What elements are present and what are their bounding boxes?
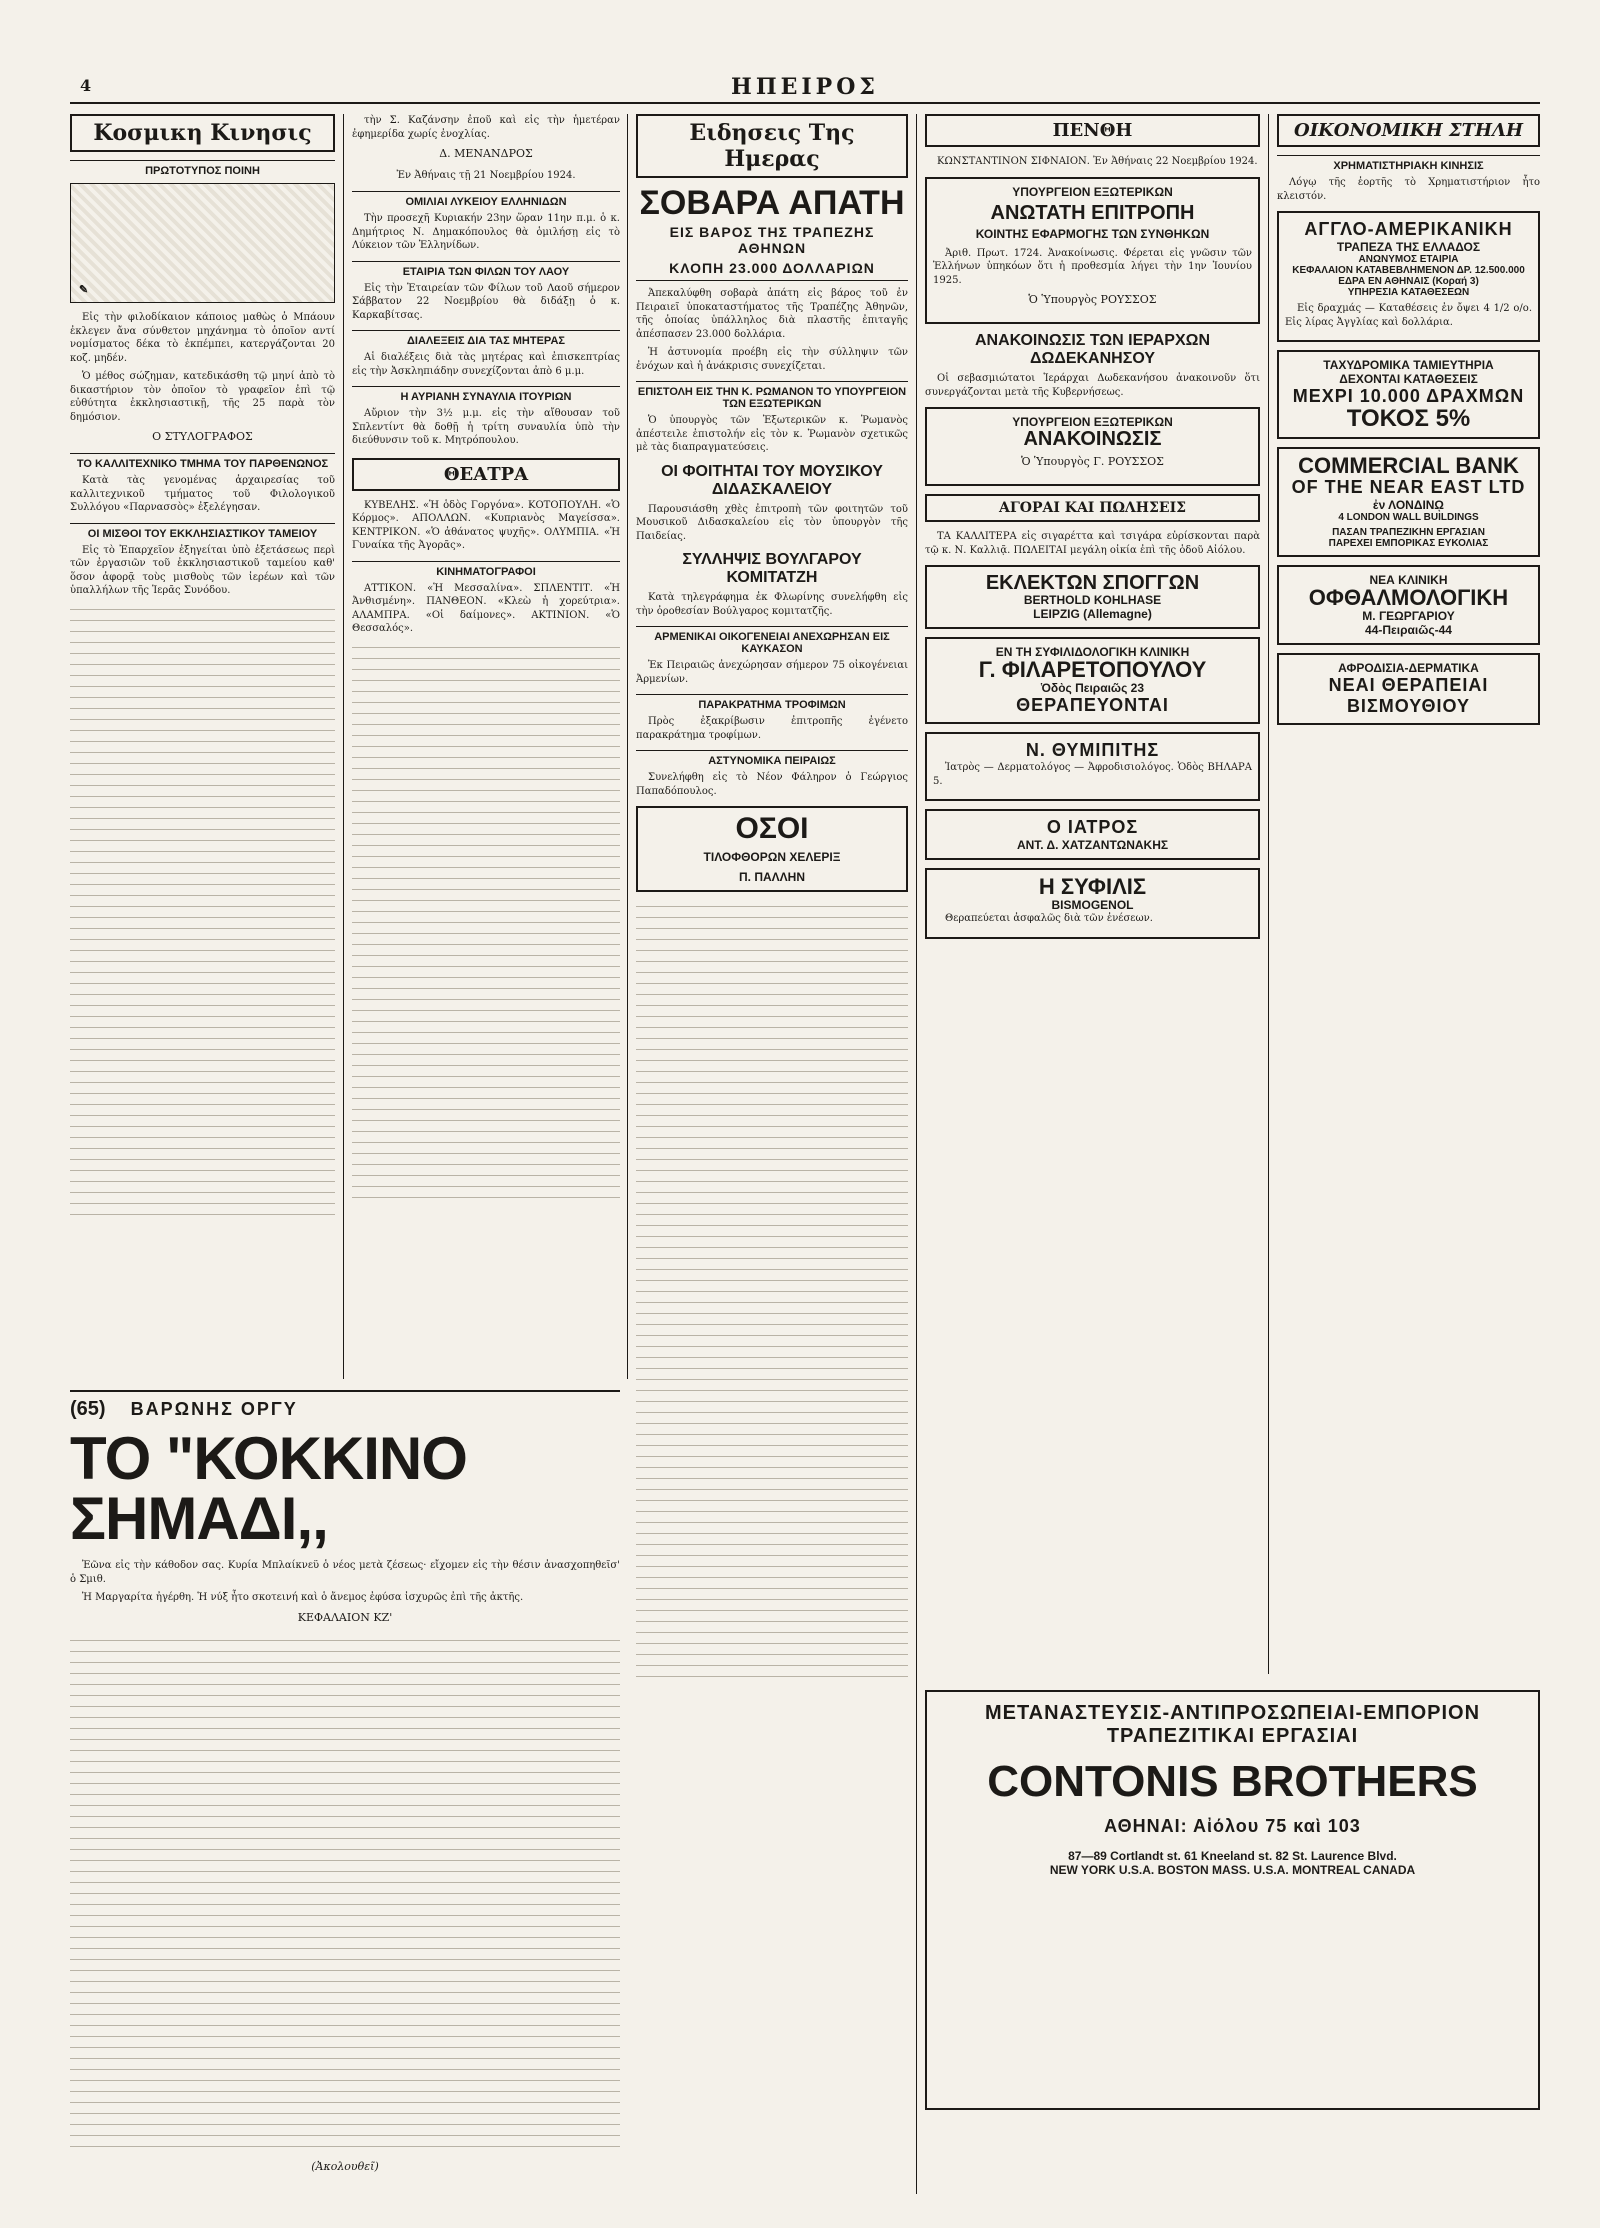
article-theatres: ΚΥΒΕΛΗΣ. «Ἡ ὁδὸς Γοργόνα». ΚΟΤΟΠΟΥΛΗ. «Ὁ Κόρμος». ΑΠΟΛΛΩΝ. «Κυπριανὸς Μαγείσσα». ΚΕΝΤΡΙΚΟΝ. «Ὁ ἀθάνατος ψυχῆς». ΟΛΥΜΠΙΑ. «Ἡ Γυναίκα τῆς Ἀγορᾶς». <box>352 499 620 551</box>
signature-stylographer: Ο ΣΤΥΛΟΓΡΑΦΟΣ <box>152 430 253 443</box>
article-armenians: Ἐκ Πειραιῶς ἀνεχώρησαν σήμερον 75 οἰκογένειαι Ἀρμενίων. <box>636 660 908 685</box>
notice-2-headline: ΑΝΑΚΟΙΝΩΣΙΣ <box>1023 428 1162 450</box>
ad-bismo-body: Θεραπεύεται ἀσφαλῶς διὰ τῶν ἐνέσεων. <box>945 913 1153 924</box>
notice-committee: ΑΝΩΤΑΤΗ ΕΠΙΤΡΟΠΗ <box>990 201 1195 224</box>
headline-cinemas: ΚΙΝΗΜΑΤΟΓΡΑΦΟΙ <box>352 561 620 578</box>
bank1-name-2: ΤΡΑΠΕΖΑ ΤΗΣ ΕΛΛΑΔΟΣ <box>1336 240 1481 254</box>
headline-stock-exchange: ΧΡΗΜΑΤΙΣΤΗΡΙΑΚΗ ΚΙΝΗΣΙΣ <box>1277 155 1540 172</box>
page-number: 4 <box>80 76 92 95</box>
ad-bismo-title: Η ΣΥΦΙΛΙΣ <box>1038 874 1147 899</box>
article-lyceum: Τὴν προσεχῆ Κυριακήν 23ην ὥραν 11ην π.μ. ὁ κ. Δημήτριος Ν. Δημακόπουλος θὰ ὁμιλήσῃ εἰς τὸ Λύκειον τῶν Ἑλληνίδων. <box>352 213 620 251</box>
serial-title: ΤΟ "ΚΟΚΚΙΝΟ ΣΗΜΑΔΙ,, <box>70 1425 467 1552</box>
ad-clinic-address: Ὁδὸς Πειραιῶς 23 <box>1041 681 1144 695</box>
bank2-limit: ΜΕΧΡΙ 10.000 ΔΡΑΧΜΩΝ <box>1292 386 1525 406</box>
ad-doctor-name: ΑΝΤ. Δ. ΧΑΤΖΑΝΤΩΝΑΚΗΣ <box>1016 838 1169 852</box>
article-stock-exchange: Λόγῳ τῆς ἑορτῆς τὸ Χρηματιστήριον ἦτο κλειστόν. <box>1277 177 1540 202</box>
column-announcements <box>352 114 620 1379</box>
ad-osoi-title: ΟΣΟΙ <box>735 812 809 845</box>
column-news <box>636 114 908 2194</box>
bank1-seat: ΕΔΡΑ ΕΝ ΑΘΗΝΑΙΣ (Κοραή 3) <box>1338 276 1479 287</box>
notice-signature: Ὁ Ὑπουργὸς ΡΟΥΣΣΟΣ <box>1028 293 1157 306</box>
ad-sponges-city: LEIPZIG (Allemagne) <box>1033 607 1152 621</box>
column-rule <box>1268 114 1269 1674</box>
section-header-finance: ΟΙΚΟΝΟΜΙΚΗ ΣΤΗΛΗ <box>1277 114 1540 147</box>
article-continuation <box>636 900 908 1680</box>
contonis-addresses: 87—89 Cortlandt st. 61 Kneeland st. 82 St. Laurence Blvd. <box>1068 1849 1397 1863</box>
headline-concert: Η ΑΥΡΙΑΝΗ ΣΥΝΑΥΛΙΑ ΙΤΟΥΡΙΩΝ <box>352 386 620 403</box>
article-fraud-2: Ἡ ἀστυνομία προέβη εἰς τὴν σύλληψιν τῶν ἐνόχων καὶ ἡ ἀνάκρισις συνεχίζεται. <box>636 347 908 372</box>
serial-novel <box>70 1390 620 2190</box>
illustration-writer: ✎ <box>70 183 335 303</box>
serial-continuation <box>70 1634 620 2154</box>
headline-armenians: ΑΡΜΕΝΙΚΑΙ ΟΙΚΟΓΕΝΕΙΑΙ ΑΝΕΧΩΡΗΣΑΝ ΕΙΣ ΚΑΥΚΑΣΟΝ <box>636 626 908 655</box>
paper-name: ΗΠΕΙΡΟΣ <box>731 74 879 100</box>
article-church-fund: Εἰς τὸ Ἐπαρχεῖον ἐξηγείται ὑπὸ ἐξετάσεως περὶ τῶν ἐργασιῶν τοῦ ἐκκλησιαστικοῦ ταμείου καθ' ὅσον ἀφορᾷ τοὺς μισθοὺς τῶν ἱερέων καὶ τῶν ὑπαλλήλων τῆς Ἱερᾶς Συνόδου. <box>70 544 335 596</box>
ad-clinic-syphilis <box>925 637 1260 724</box>
ad-doctor <box>925 809 1260 860</box>
ad-sponges <box>925 565 1260 629</box>
article-students: Παρουσιάσθη χθὲς ἐπιτροπὴ τῶν φοιτητῶν τοῦ Μουσικοῦ Διδασκαλείου εἰς τὸν ὑπουργὸν τῆς Παιδείας. <box>636 503 908 542</box>
article-arrest: Κατὰ τηλεγράφημα ἐκ Φλωρίνης συνελήφθη εἰς τὴν ὀροθεσίαν Βούλγαρος κομιτατζῆς. <box>636 592 908 617</box>
bank1-service: ΥΠΗΡΕΣΙΑ ΚΑΤΑΘΕΣΕΩΝ <box>1347 287 1470 298</box>
bank1-rates: Εἰς δραχμάς — Καταθέσεις ἐν ὄψει 4 1/2 ο/ο. Εἰς λίρας Ἀγγλίας καὶ δολλάρια. <box>1285 303 1532 328</box>
headline-letter-ministry: ΕΠΙΣΤΟΛΗ ΕΙΣ ΤΗΝ Κ. ΡΩΜΑΝΟΝ ΤΟ ΥΠΟΥΡΓΕΙΟΝ ΤΩΝ ΕΞΩΤΕΡΙΚΩΝ <box>636 381 908 410</box>
bank2-interest: ΤΟΚΟΣ 5% <box>1346 405 1471 432</box>
cure-subtitle: ΝΕΑΙ ΘΕΡΑΠΕΙΑΙ <box>1328 675 1489 695</box>
headline-art-section: ΤΟ ΚΑΛΛΙΤΕΧΝΙΚΟ ΤΜΗΜΑ ΤΟΥ ΠΑΡΘΕΝΩΝΟΣ <box>70 453 335 470</box>
serial-author: ΒΑΡΩΝΗΣ ΟΡΓΥ <box>130 1399 298 1419</box>
bank3-address: 4 LONDON WALL BUILDINGS <box>1338 512 1479 523</box>
headline-food-seizure: ΠΑΡΑΚΡΑΤΗΜΑ ΤΡΟΦΙΜΩΝ <box>636 694 908 711</box>
section-header-news: Ειδησεις Της Ημερας <box>636 114 908 178</box>
article-continuation <box>352 641 620 1201</box>
column-finance <box>1277 114 1540 1674</box>
clinic-address: 44-Πειραιῶς-44 <box>1365 623 1452 637</box>
article-penalty: Εἰς τὴν φιλοδίκαιον κάποιος μαθὼς ὁ Μπάουν ἐκλεγεν ἄνα σύνθετον μηχάνημα τὸ ὁποῖον αντί νομίσματος δέκα τὸ ἐκπέμπει, κατεργάζονται 20 κοζ. μηδέν. Ὁ μέθος σώζημαν, κατεδικάσθη τῷ μηνί ἀπὸ τὸ δικαστήριον τὸν ὁποῖον τὸ γραφεῖον ἐπὶ τῷ εὐθύτητα ἐκκλησιαστικῇ, τῆς 25 παρὰ τὸν δημόσιον. <box>70 312 335 423</box>
article-friends-people: Εἰς τὴν Ἑταιρείαν τῶν Φίλων τοῦ Λαοῦ σήμερον Σάββατον 22 Νοεμβρίου θὰ διδάξῃ ὁ κ. Καρκαβίτσας. <box>352 282 620 321</box>
contonis-name: CONTONIS BROTHERS <box>987 1757 1478 1806</box>
headline-mourning: ΠΕΝΘΗ <box>925 114 1260 147</box>
column-social <box>70 114 335 1379</box>
notice-2-signature: Ὁ Ὑπουργὸς Γ. ΡΟΥΣΣΟΣ <box>1021 455 1164 468</box>
contonis-cities: NEW YORK U.S.A. BOSTON MASS. U.S.A. MONTREAL CANADA <box>1049 1863 1416 1877</box>
article-mothers: Αἱ διαλέξεις διὰ τὰς μητέρας καὶ ἐπισκεπτρίας εἰς τὴν Ἀσκληπιάδην συνεχίζονται ἀπὸ 6 μ.μ. <box>352 352 620 377</box>
article-food-seizure: Πρὸς ἐξακρίβωσιν ἐπιτροπῆς ἐγένετο παρακράτημα τροφίμων. <box>636 716 908 741</box>
headline-church-fund: ΟΙ ΜΙΣΘΟΙ ΤΟΥ ΕΚΚΛΗΣΙΑΣΤΙΚΟΥ ΤΑΜΕΙΟΥ <box>70 523 335 540</box>
article-police-piraeus: Συνελήφθη εἰς τὸ Νέον Φάληρον ὁ Γεώργιος Παπαδόπουλος. <box>636 772 908 797</box>
headline-police-piraeus: ΑΣΤΥΝΟΜΙΚΑ ΠΕΙΡΑΙΩΣ <box>636 750 908 767</box>
notice-ministry-2 <box>925 407 1260 486</box>
headline-mothers: ΔΙΑΛΕΞΕΙΣ ΔΙΑ ΤΑΣ ΜΗΤΕΡΑΣ <box>352 330 620 347</box>
bank3-near-east: OF THE NEAR EAST LTD <box>1291 477 1526 497</box>
bank1-name: ΑΓΓΛΟ-ΑΜΕΡΙΚΑΝΙΚΗ <box>1304 219 1513 239</box>
bank2-name: ΤΑΧΥΔΡΟΜΙΚΑ ΤΑΜΙΕΥΤΗΡΙΑ <box>1323 358 1494 372</box>
headline-buy-sell: ΑΓΟΡΑΙ ΚΑΙ ΠΩΛΗΣΕΙΣ <box>925 494 1260 522</box>
bank3-services: ΠΑΣΑΝ ΤΡΑΠΕΖΙΚΗΝ ΕΡΓΑΣΙΑΝ <box>1332 527 1485 538</box>
bank3-name: COMMERCIAL BANK <box>1298 453 1519 478</box>
headline-arrest: ΣΥΛΛΗΨΙΣ ΒΟΥΛΓΑΡΟΥ ΚΟΜΙΤΑΤΖΗ <box>682 551 862 586</box>
bank3-facilities: ΠΑΡΕΧΕΙ ΕΜΠΟΡΙΚΑΣ ΕΥΚΟΛΙΑΣ <box>1328 538 1489 549</box>
ad-contonis-brothers <box>925 1690 1540 2110</box>
ad-clinic-treat: ΘΕΡΑΠΕΥΟΝΤΑΙ <box>1016 695 1169 715</box>
newspaper-page <box>70 70 1540 2200</box>
bank2-deposits: ΔΕΧΟΝΤΑΙ ΚΑΤΑΘΕΣΕΙΣ <box>1339 372 1478 386</box>
article-hierarchs: Οἱ σεβασμιώτατοι Ἱεράρχαι Δωδεκανήσου ἀνακοινοῦν ὅτι συνεργάζονται μετὰ τῆς Κυβερνήσεως. <box>925 373 1260 398</box>
ad-venereal-treatments <box>1277 653 1540 725</box>
article-continuation <box>70 603 335 1223</box>
ad-derm-body: Ἰατρὸς — Δερματολόγος — Ἀφροδισιολόγος. Ὁδὸς ΒΗΛΑΡΑ 5. <box>933 762 1252 787</box>
ad-clinic-doctor: Γ. ΦΙΛΑΡΕΤΟΠΟΥΛΟΥ <box>978 657 1207 682</box>
ad-anglo-american-bank <box>1277 211 1540 342</box>
headline-theatres: ΘΕΑΤΡΑ <box>352 458 620 491</box>
contonis-banking: ΤΡΑΠΕΖΙΤΙΚΑΙ ΕΡΓΑΣΙΑΙ <box>1106 1725 1359 1747</box>
headline-hierarchs: ΑΝΑΚΟΙΝΩΣΙΣ ΤΩΝ ΙΕΡΑΡΧΩΝ ΔΩΔΕΚΑΝΗΣΟΥ <box>974 332 1211 367</box>
notice-treaties: ΚΟΙΝΤΗΣ ΕΦΑΡΜΟΓΗΣ ΤΩΝ ΣΥΝΘΗΚΩΝ <box>975 226 1210 241</box>
article-buy-sell: ΤΑ ΚΑΛΛΙΤΕΡΑ εἰς σιγαρέττα καὶ τσιγάρα εὑρίσκονται παρὰ τῷ κ. Ν. Καλλιᾷ. ΠΩΛΕΙΤΑΙ μεγάλη οἰκία ἐπὶ τῆς ὁδοῦ Αἰόλου. <box>925 531 1260 556</box>
ad-sponges-title: ΕΚΛΕΚΤΩΝ ΣΠΟΓΓΩΝ <box>985 572 1200 594</box>
ad-clinic-title: ΕΝ ΤΗ ΣΥΦΙΛΙΔΟΛΟΓΙΚΗ ΚΛΙΝΙΚΗ <box>995 645 1190 659</box>
ad-osoi-seller: Π. ΠΑΛΛΗΝ <box>738 870 805 884</box>
serial-number: (65) <box>70 1398 106 1420</box>
serial-text-1: Ἐῶνα εἰς τὴν κάθοδον σας. Κυρία Μπλαίκνεϋ ὁ νέος μετὰ ζέσεως· εἴχομεν εἰς τὴν θέσιν ἀνασχοπηθεῖσ' ὁ Σμιθ. <box>70 1560 620 1585</box>
article-cinemas: ΑΤΤΙΚΟΝ. «Ἡ Μεσσαλίνα». ΣΠΛΕΝΤΙΤ. «Ἡ Ἀνθισμένη». ΠΑΝΘΕΟΝ. «Κλεὼ ἡ χορεύτρια». ΑΛΑΜΠΡΑ. «Οἱ δαίμονες». ΑΚΤΙΝΙΟΝ. «Ὁ Θεσσαλός». <box>352 582 620 634</box>
signature-menandros: Δ. ΜΕΝΑΝΔΡΟΣ <box>439 147 533 160</box>
cure-title: ΑΦΡΟΔΙΣΙΑ-ΔΕΡΜΑΤΙΚΑ <box>1338 661 1479 675</box>
ad-postal-savings <box>1277 350 1540 439</box>
ad-doctor-title: Ο ΙΑΤΡΟΣ <box>1046 817 1139 837</box>
notice-foreign-ministry <box>925 177 1260 325</box>
article-letter-ministry: Ὁ ὑπουργὸς τῶν Ἐξωτερικῶν κ. Ῥωμανὸς ἀπέστειλε ἐπιστολήν εἰς τὸν κ. Ῥωμανὸν σχετικῶς μὲ τὰς διαπραγματεύσεις. <box>636 415 908 453</box>
column-notices <box>925 114 1260 1674</box>
notice-body: Ἀριθ. Πρωτ. 1724. Ἀνακοίνωσις. Φέρεται εἰς γνῶσιν τῶν Ἑλλήνων ὑπηκόων ὅτι ἡ προθεσμία λήγει τὴν 1ην Ἰουνίου 1925. <box>933 247 1252 286</box>
article-fraud: Ἀπεκαλύφθη σοβαρὰ ἀπάτη εἰς βάρος τοῦ ἐν Πειραιεῖ ὑποκαταστήματος τῆς Τραπέζης Ἀθηνῶν, τῆς ὁποίας ὑπάλληλος διὰ πλαστῆς ἐπιταγῆς ἀπέσπασεν 23.000 δολλάρια. <box>636 288 908 340</box>
notice-ministry-title: ΥΠΟΥΡΓΕΙΟΝ ΕΞΩΤΕΡΙΚΩΝ <box>1012 184 1173 199</box>
notice-2-title: ΥΠΟΥΡΓΕΙΟΝ ΕΞΩΤΕΡΙΚΩΝ <box>1012 415 1173 429</box>
masthead <box>70 70 1540 104</box>
lead-subheadline: ΕΙΣ ΒΑΡΟΣ ΤΗΣ ΤΡΑΠΕΖΗΣ ΑΘΗΝΩΝ <box>669 224 875 256</box>
column-rule <box>343 114 344 1379</box>
headline-lyceum: ΟΜΙΛΙΑΙ ΛΥΚΕΙΟΥ ΕΛΛΗΝΙΔΩΝ <box>352 191 620 208</box>
ad-bismo-product: BISMOGENOL <box>1051 898 1134 912</box>
section-header-social: Κοσμικη Κινησις <box>70 114 335 152</box>
column-rule <box>627 114 628 1379</box>
article-concert: Αὔριον τὴν 3½ μ.μ. εἰς τὴν αἴθουσαν τοῦ Σπλεντίντ θὰ δοθῇ ἡ τρίτη συναυλία ὑπὸ τὴν διεύθυνσιν τοῦ κ. Μητρόπουλου. <box>352 408 620 446</box>
ad-commercial-bank <box>1277 447 1540 557</box>
lead-theft-amount: ΚΛΟΠΗ 23.000 ΔΟΛΛΑΡΙΩΝ <box>636 260 908 281</box>
bank3-london: ἐν ΛΟΝΔΙΝῼ <box>1372 498 1445 512</box>
ad-bismogenol <box>925 868 1260 939</box>
clinic-title: ΝΕΑ ΚΛΙΝΙΚΗ <box>1369 573 1448 587</box>
lead-headline: ΣΟΒΑΡΑ ΑΠΑΤΗ <box>639 184 905 222</box>
column-rule <box>916 114 917 2194</box>
contonis-services: ΜΕΤΑΝΑΣΤΕΥΣΙΣ-ΑΝΤΙΠΡΟΣΩΠΕΙΑΙ-ΕΜΠΟΡΙΟΝ <box>984 1702 1481 1724</box>
signature-date: Ἐν Ἀθήναις τῇ 21 Νοεμβρίου 1924. <box>396 170 576 181</box>
serial-continued: (Ἀκολουθεῖ) <box>311 2159 379 2173</box>
ad-sponges-company: BERTHOLD KOHLHASE <box>1023 593 1162 607</box>
bank1-type: ΑΝΩΝΥΜΟΣ ΕΤΑΙΡΙΑ <box>1358 254 1459 265</box>
ad-dermatologist <box>925 732 1260 801</box>
serial-text-2: Ἡ Μαργαρίτα ἠγέρθη. Ἡ νύξ ἦτο σκοτεινή καὶ ὁ ἄνεμος ἐφύσα ἰσχυρῶς ἐπὶ τῆς ἀκτῆς. <box>82 1592 524 1603</box>
ad-eye-clinic <box>1277 565 1540 645</box>
headline-original-penalty: ΠΡΩΤΟΤΥΠΟΣ ΠΟΙΝΗ <box>70 160 335 177</box>
headline-students: ΟΙ ΦΟΙΤΗΤΑΙ ΤΟΥ ΜΟΥΣΙΚΟΥ ΔΙΔΑΣΚΑΛΕΙΟΥ <box>661 462 883 498</box>
clinic-doctor: Μ. ΓΕΩΡΓΑΡΙΟΥ <box>1362 609 1455 623</box>
ad-osoi <box>636 806 908 892</box>
headline-friends-people: ΕΤΑΙΡΙΑ ΤΩΝ ΦΙΛΩΝ ΤΟΥ ΛΑΟΥ <box>352 261 620 278</box>
article-letter: τὴν Σ. Καζάνσην ἐποῦ καὶ εἰς τὴν ἡμετέραν ἐφημερίδα χωρίς ἐνοχλίας. <box>352 115 620 140</box>
clinic-type: ΟΦΘΑΛΜΟΛΟΓΙΚΗ <box>1308 585 1509 610</box>
contonis-athens: ΑΘΗΝΑΙ: Αἰόλου 75 καὶ 103 <box>1104 1816 1361 1836</box>
ad-osoi-product: ΤΙΛΟΦΘΟΡΩΝ ΧΕΛΕΡΙΞ <box>703 850 841 864</box>
ad-derm-name: Ν. ΘΥΜΙΠΙΤΗΣ <box>1025 740 1160 760</box>
article-art-section: Κατὰ τὰς γενομένας ἀρχαιρεσίας τοῦ καλλιτεχνικοῦ τμήματος τοῦ Φιλολογικοῦ Συλλόγου «Παρνασσὸς» ἐξελέγησαν. <box>70 475 335 513</box>
serial-chapter: ΚΕΦΑΛΑΙΟΝ ΚΖ' <box>297 1610 393 1624</box>
cure-product: ΒΙΣΜΟΥΘΙΟΥ <box>1346 696 1471 716</box>
bank1-capital: ΚΕΦΑΛΑΙΟΝ ΚΑΤΑΒΕΒΛΗΜΕΝΟΝ ΔΡ. 12.500.000 <box>1292 265 1525 276</box>
article-mourning: ΚΩΝΣΤΑΝΤΙΝΟΝ ΣΙΦΝΑΙΟΝ. Ἐν Ἀθήναις 22 Νοεμβρίου 1924. <box>937 156 1258 167</box>
